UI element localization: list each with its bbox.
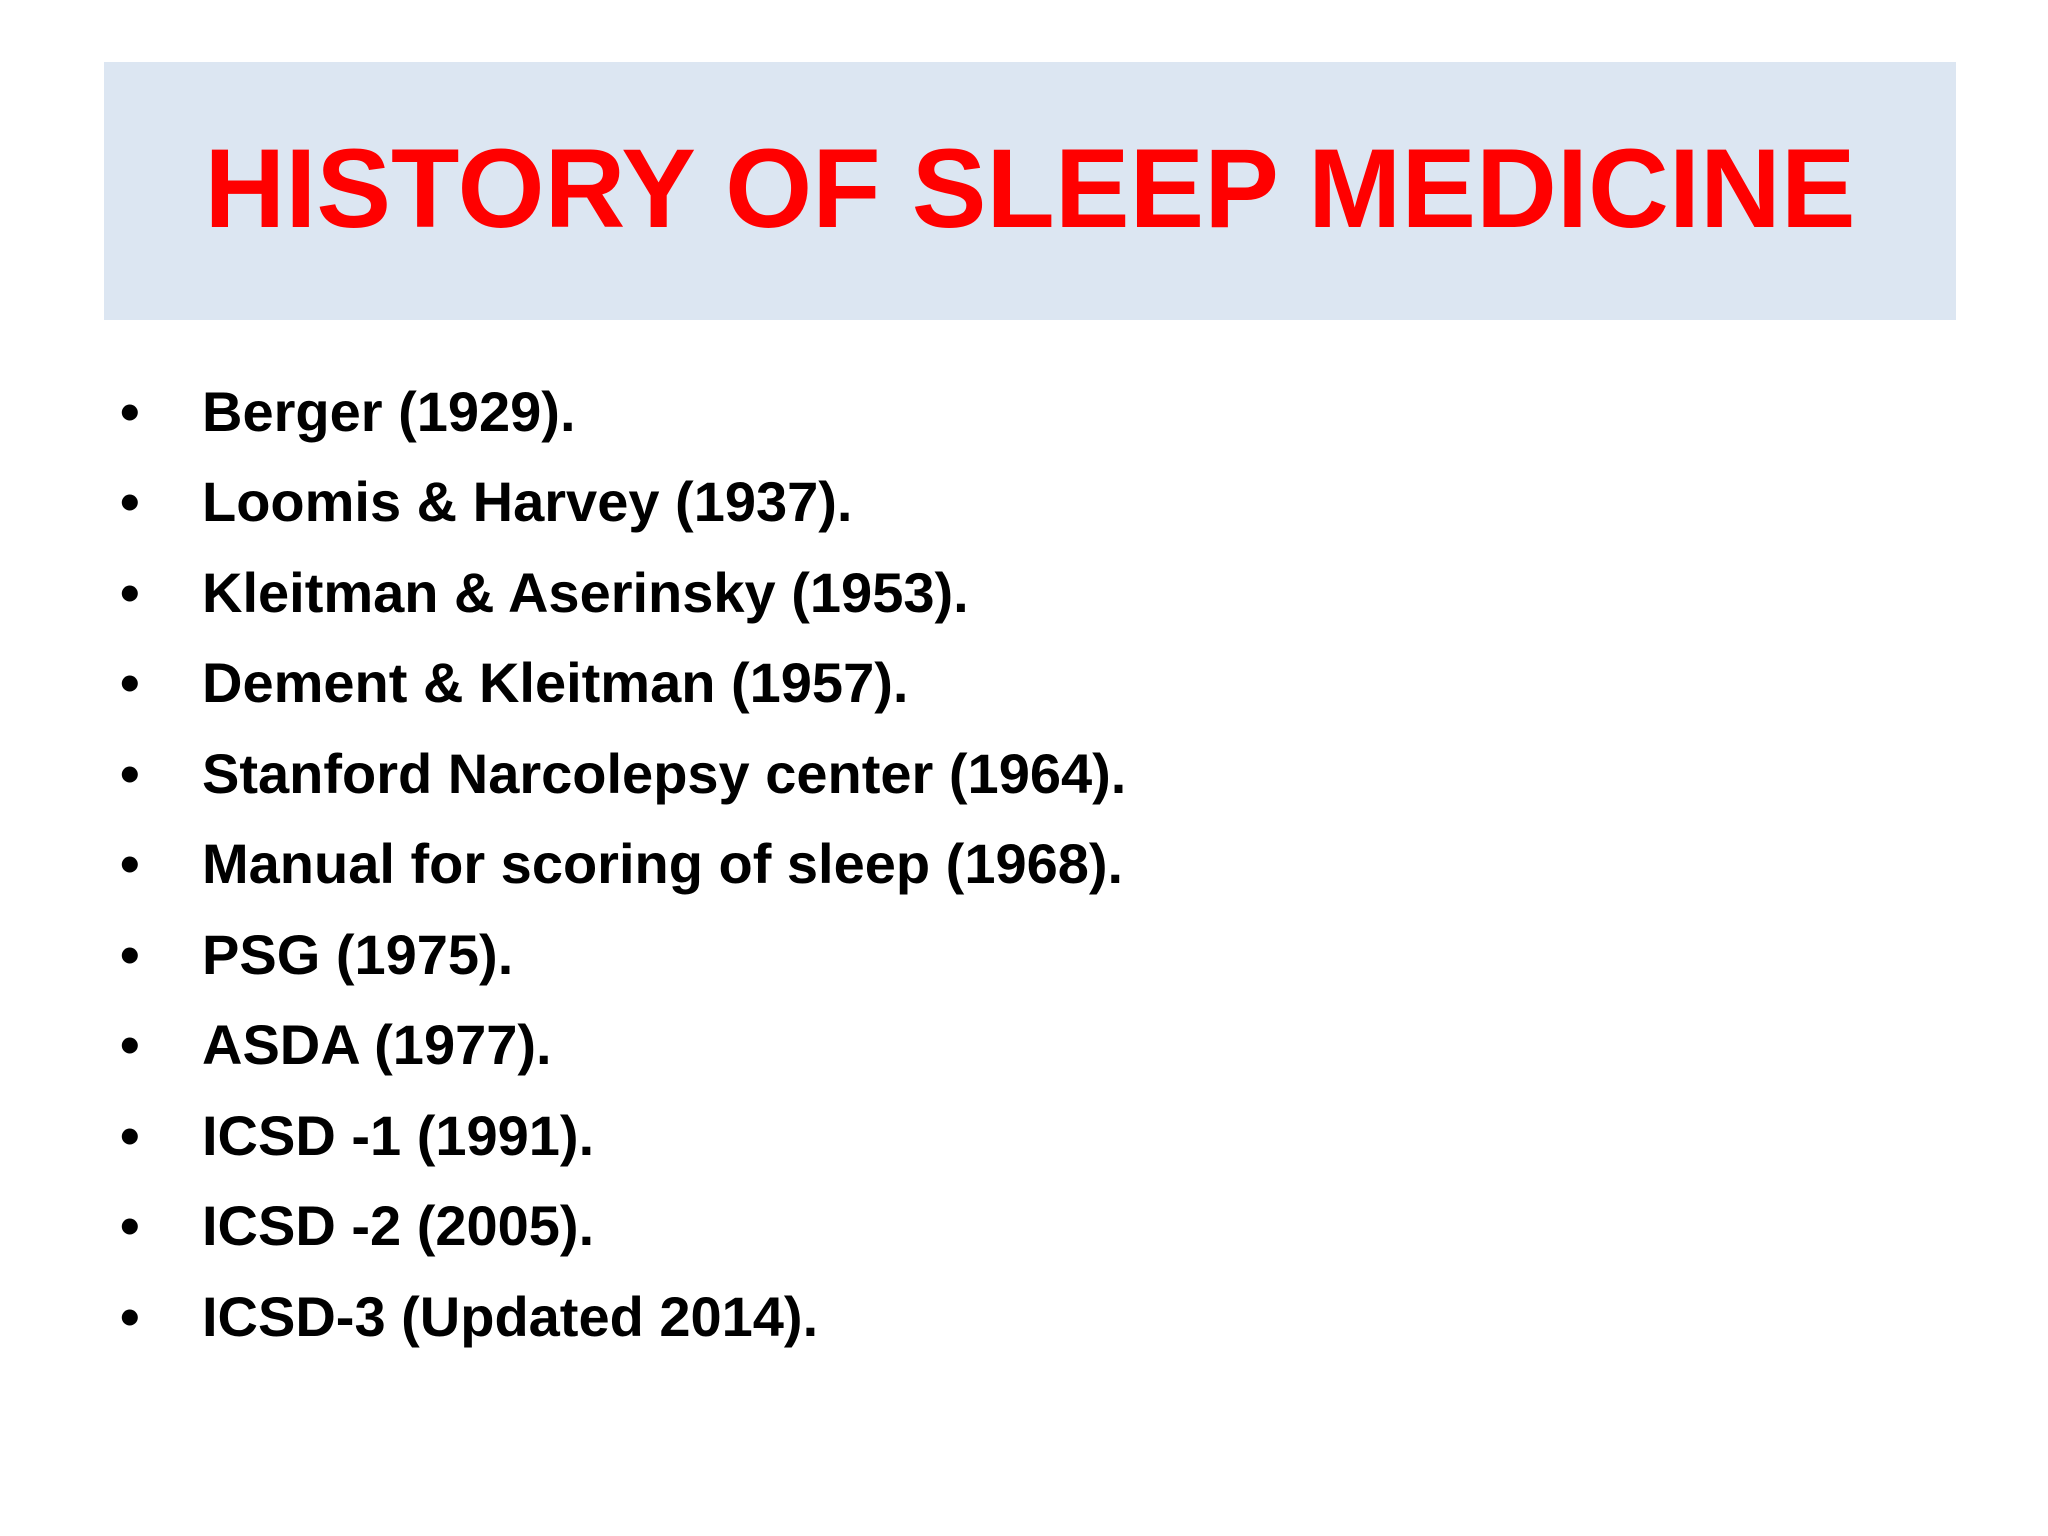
list-item <box>120 1271 1126 1362</box>
list-item-text: Dement & Kleitman (1957). <box>202 651 909 715</box>
list-item <box>120 1090 1126 1181</box>
list-item <box>120 819 1126 910</box>
bullet-icon: • <box>120 1194 140 1258</box>
list-item <box>120 1181 1126 1272</box>
list-item-text: PSG (1975). <box>202 922 514 986</box>
list-item-text: Manual for scoring of sleep (1968). <box>202 832 1124 896</box>
bullet-icon: • <box>120 1013 140 1077</box>
bullet-icon: • <box>120 741 140 805</box>
bullet-icon: • <box>120 922 140 986</box>
title-banner <box>104 62 1956 320</box>
slide-title: HISTORY OF SLEEP MEDICINE <box>204 125 1856 251</box>
list-item <box>120 457 1126 548</box>
list-item-text: Stanford Narcolepsy center (1964). <box>202 741 1127 805</box>
bullet-icon: • <box>120 1103 140 1167</box>
bullet-icon: • <box>120 379 140 443</box>
bullet-icon: • <box>120 560 140 624</box>
list-item-text: ICSD-3 (Updated 2014). <box>202 1284 819 1348</box>
bullet-list <box>120 366 1126 1362</box>
list-item-text: Berger (1929). <box>202 379 576 443</box>
list-item-text: ICSD -2 (2005). <box>202 1194 595 1258</box>
list-item-text: ASDA (1977). <box>202 1013 552 1077</box>
list-item-text: ICSD -1 (1991). <box>202 1103 595 1167</box>
list-item <box>120 366 1126 457</box>
bullet-icon: • <box>120 1284 140 1348</box>
bullet-icon: • <box>120 832 140 896</box>
list-item <box>120 638 1126 729</box>
list-item <box>120 547 1126 638</box>
list-item-text: Kleitman & Aserinsky (1953). <box>202 560 969 624</box>
list-item-text: Loomis & Harvey (1937). <box>202 470 853 534</box>
list-item <box>120 1000 1126 1091</box>
bullet-icon: • <box>120 651 140 715</box>
list-item <box>120 728 1126 819</box>
bullet-icon: • <box>120 470 140 534</box>
list-item <box>120 909 1126 1000</box>
